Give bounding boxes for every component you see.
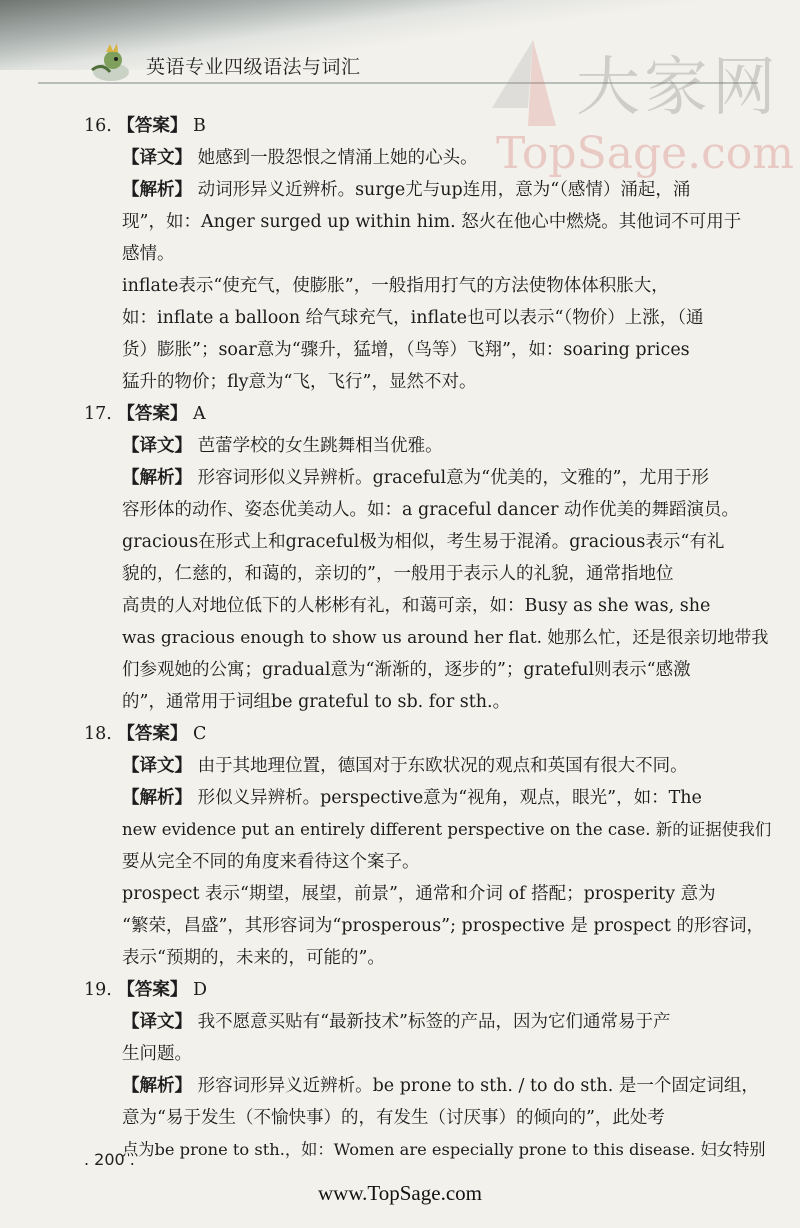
- analysis-text: 容形体的动作、姿态优美动人。如：a graceful dancer 动作优美的舞蹈演员。: [122, 500, 740, 520]
- item-18-analysis-line: [122, 787, 702, 809]
- analysis-text: 形容词形异义近辨析。be prone to sth. / to do sth. 是一个固定词组，: [197, 1076, 759, 1096]
- analysis-text: 感情。: [122, 244, 175, 264]
- item-19-translation: [122, 1011, 670, 1033]
- extra-text: 的”，通常用于词组be grateful to sb. for sth.。: [122, 692, 511, 712]
- translation-label: 【译文】: [122, 756, 192, 776]
- analysis-label: 【解析】: [122, 788, 192, 808]
- translation-text: 她感到一股怨恨之情涌上她的心头。: [197, 148, 478, 168]
- item-16-answer-line: [84, 115, 206, 137]
- analysis-text: 现”，如：Anger surged up within him. 怒火在他心中燃烧。其他词不可用于: [122, 212, 742, 232]
- extra-text: 货）膨胀”；soar意为“骤升，猛增，（鸟等）飞翔”，如：soaring prices: [122, 340, 690, 360]
- extra-text: prospect 表示“期望，展望，前景”，通常和介词 of 搭配；prosperity 意为: [122, 884, 716, 904]
- extra-text: 表示“预期的，未来的，可能的”。: [122, 948, 385, 968]
- translation-text: 芭蕾学校的女生跳舞相当优雅。: [197, 436, 443, 456]
- extra-text: inflate表示“使充气，使膨胀”，一般指用打气的方法使物体体积胀大，: [122, 276, 669, 296]
- analysis-text: 意为“易于发生（不愉快事）的，有发生（讨厌事）的倾向的”，此处考: [122, 1108, 665, 1128]
- watermark-en: TopSage.com: [496, 128, 795, 179]
- item-16-translation: [122, 147, 478, 169]
- analysis-text: 点为be prone to sth.，如：Women are especially prone to this disease. 妇女特别: [122, 1140, 766, 1159]
- translation-text: 我不愿意买贴有“最新技术”标签的产品，因为它们通常易于产: [197, 1012, 671, 1032]
- extra-text: was gracious enough to show us around her flat. 她那么忙，还是很亲切地带我: [122, 628, 769, 648]
- answer-label: 【答案】: [117, 404, 188, 424]
- translation-label: 【译文】: [122, 436, 192, 456]
- item-17-translation: [122, 435, 443, 457]
- item-18-translation: [122, 755, 688, 777]
- item-17-analysis-line: [122, 467, 709, 489]
- extra-text: 猛升的物价；fly意为“飞，飞行”，显然不对。: [122, 372, 477, 392]
- extra-text: 高贵的人对地位低下的人彬彬有礼，和蔼可亲，如：Busy as she was, she: [122, 596, 711, 616]
- item-17-answer-line: [84, 403, 206, 425]
- item-number: 18.: [84, 724, 112, 744]
- translation-text: 生问题。: [122, 1044, 192, 1064]
- extra-text: 们参观她的公寓；gradual意为“渐渐的，逐步的”；grateful则表示“感激: [122, 660, 691, 680]
- footer-url: www.TopSage.com: [318, 1181, 482, 1205]
- answer-value: C: [193, 724, 207, 744]
- mascot-icon: [86, 42, 136, 86]
- analysis-label: 【解析】: [122, 468, 192, 488]
- translation-text: 由于其地理位置，德国对于东欧状况的观点和英国有很大不同。: [197, 756, 688, 776]
- extra-text: 如：inflate a balloon 给气球充气，inflate也可以表示“（物价）上涨，（通: [122, 308, 704, 328]
- analysis-text: new evidence put an entirely different perspective on the case. 新的证据使我们: [122, 820, 772, 839]
- item-18-answer-line: [84, 723, 206, 745]
- analysis-text: 动词形异义近辨析。surge尤与up连用，意为“（感情）涌起，涌: [197, 180, 691, 200]
- translation-label: 【译文】: [122, 148, 192, 168]
- extra-text: “繁荣，昌盛”，其形容词为“prosperous”; prospective 是 prospect 的形容词，: [122, 916, 765, 936]
- analysis-label: 【解析】: [122, 180, 192, 200]
- extra-text: 貌的，仁慈的，和蔼的，亲切的”，一般用于表示人的礼貌，通常指地位: [122, 564, 674, 584]
- translation-label: 【译文】: [122, 1012, 192, 1032]
- answer-label: 【答案】: [117, 116, 188, 136]
- watermark-cn: 大家网: [576, 51, 780, 125]
- answer-label: 【答案】: [117, 724, 188, 744]
- item-19-answer-line: [84, 979, 207, 1001]
- item-number: 16.: [84, 116, 112, 136]
- extra-text: gracious在形式上和graceful极为相似，考生易于混淆。gracious表示“有礼: [122, 532, 725, 552]
- analysis-text: 形似义异辨析。perspective意为“视角，观点，眼光”，如：The: [197, 788, 702, 808]
- item-16-analysis-line: [122, 179, 690, 201]
- page-number: . 200 .: [84, 1150, 135, 1169]
- header-title: 英语专业四级语法与词汇: [146, 56, 361, 78]
- item-19-analysis-line: [122, 1075, 759, 1097]
- answer-label: 【答案】: [117, 980, 188, 1000]
- answer-value: A: [193, 404, 206, 424]
- analysis-text: 形容词形似义异辨析。graceful意为“优美的，文雅的”，尤用于形: [197, 468, 709, 488]
- item-number: 17.: [84, 404, 112, 424]
- item-number: 19.: [84, 980, 112, 1000]
- watermark-logo-icon: [488, 38, 558, 128]
- analysis-text: 要从完全不同的角度来看待这个案子。: [122, 852, 420, 872]
- answer-value: D: [193, 980, 208, 1000]
- answer-value: B: [193, 116, 206, 136]
- analysis-label: 【解析】: [122, 1076, 192, 1096]
